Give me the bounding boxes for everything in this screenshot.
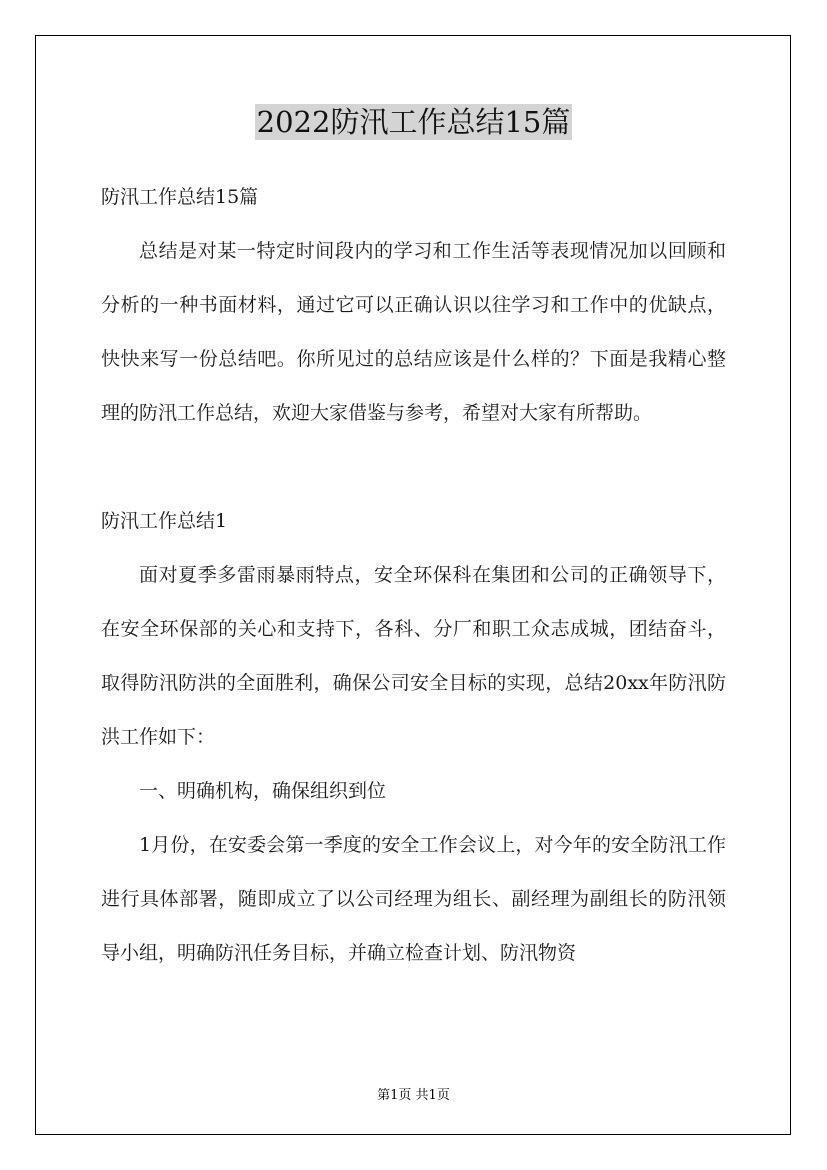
intro-paragraph: 总结是对某一特定时间段内的学习和工作生活等表现情况加以回顾和分析的一种书面材料，通过它可以正确认识以往学习和工作中的优缺点，快快来写一份总结吧。你所见过的总结应该是什么样的？下面是我精心整理的防汛工作总结，欢迎大家借鉴与参考，希望对大家有所帮助。 bbox=[101, 240, 726, 424]
title-container bbox=[0, 104, 827, 140]
document-body bbox=[101, 170, 726, 980]
page-footer: 第1页 共1页 bbox=[377, 1088, 450, 1103]
body-paragraph: 1月份，在安委会第一季度的安全工作会议上，对今年的安全防汛工作进行具体部署，随即成立了以公司经理为组长、副经理为副组长的防汛领导小组，明确防汛任务目标，并确立检查计划、防汛物资 bbox=[101, 834, 726, 964]
subsection-heading: 一、明确机构，确保组织到位 bbox=[139, 780, 387, 802]
paragraph-gap bbox=[101, 440, 726, 494]
document-title: 2022防汛工作总结15篇 bbox=[256, 105, 571, 139]
body-paragraph: 面对夏季多雷雨暴雨特点，安全环保科在集团和公司的正确领导下，在安全环保部的关心和支持下，各科、分厂和职工众志成城，团结奋斗，取得防汛防洪的全面胜利，确保公司安全目标的实现，总结20xx年防汛防洪工作如下： bbox=[101, 564, 726, 748]
subtitle-paragraph: 防汛工作总结15篇 bbox=[101, 186, 259, 208]
section-heading: 防汛工作总结1 bbox=[101, 510, 228, 532]
